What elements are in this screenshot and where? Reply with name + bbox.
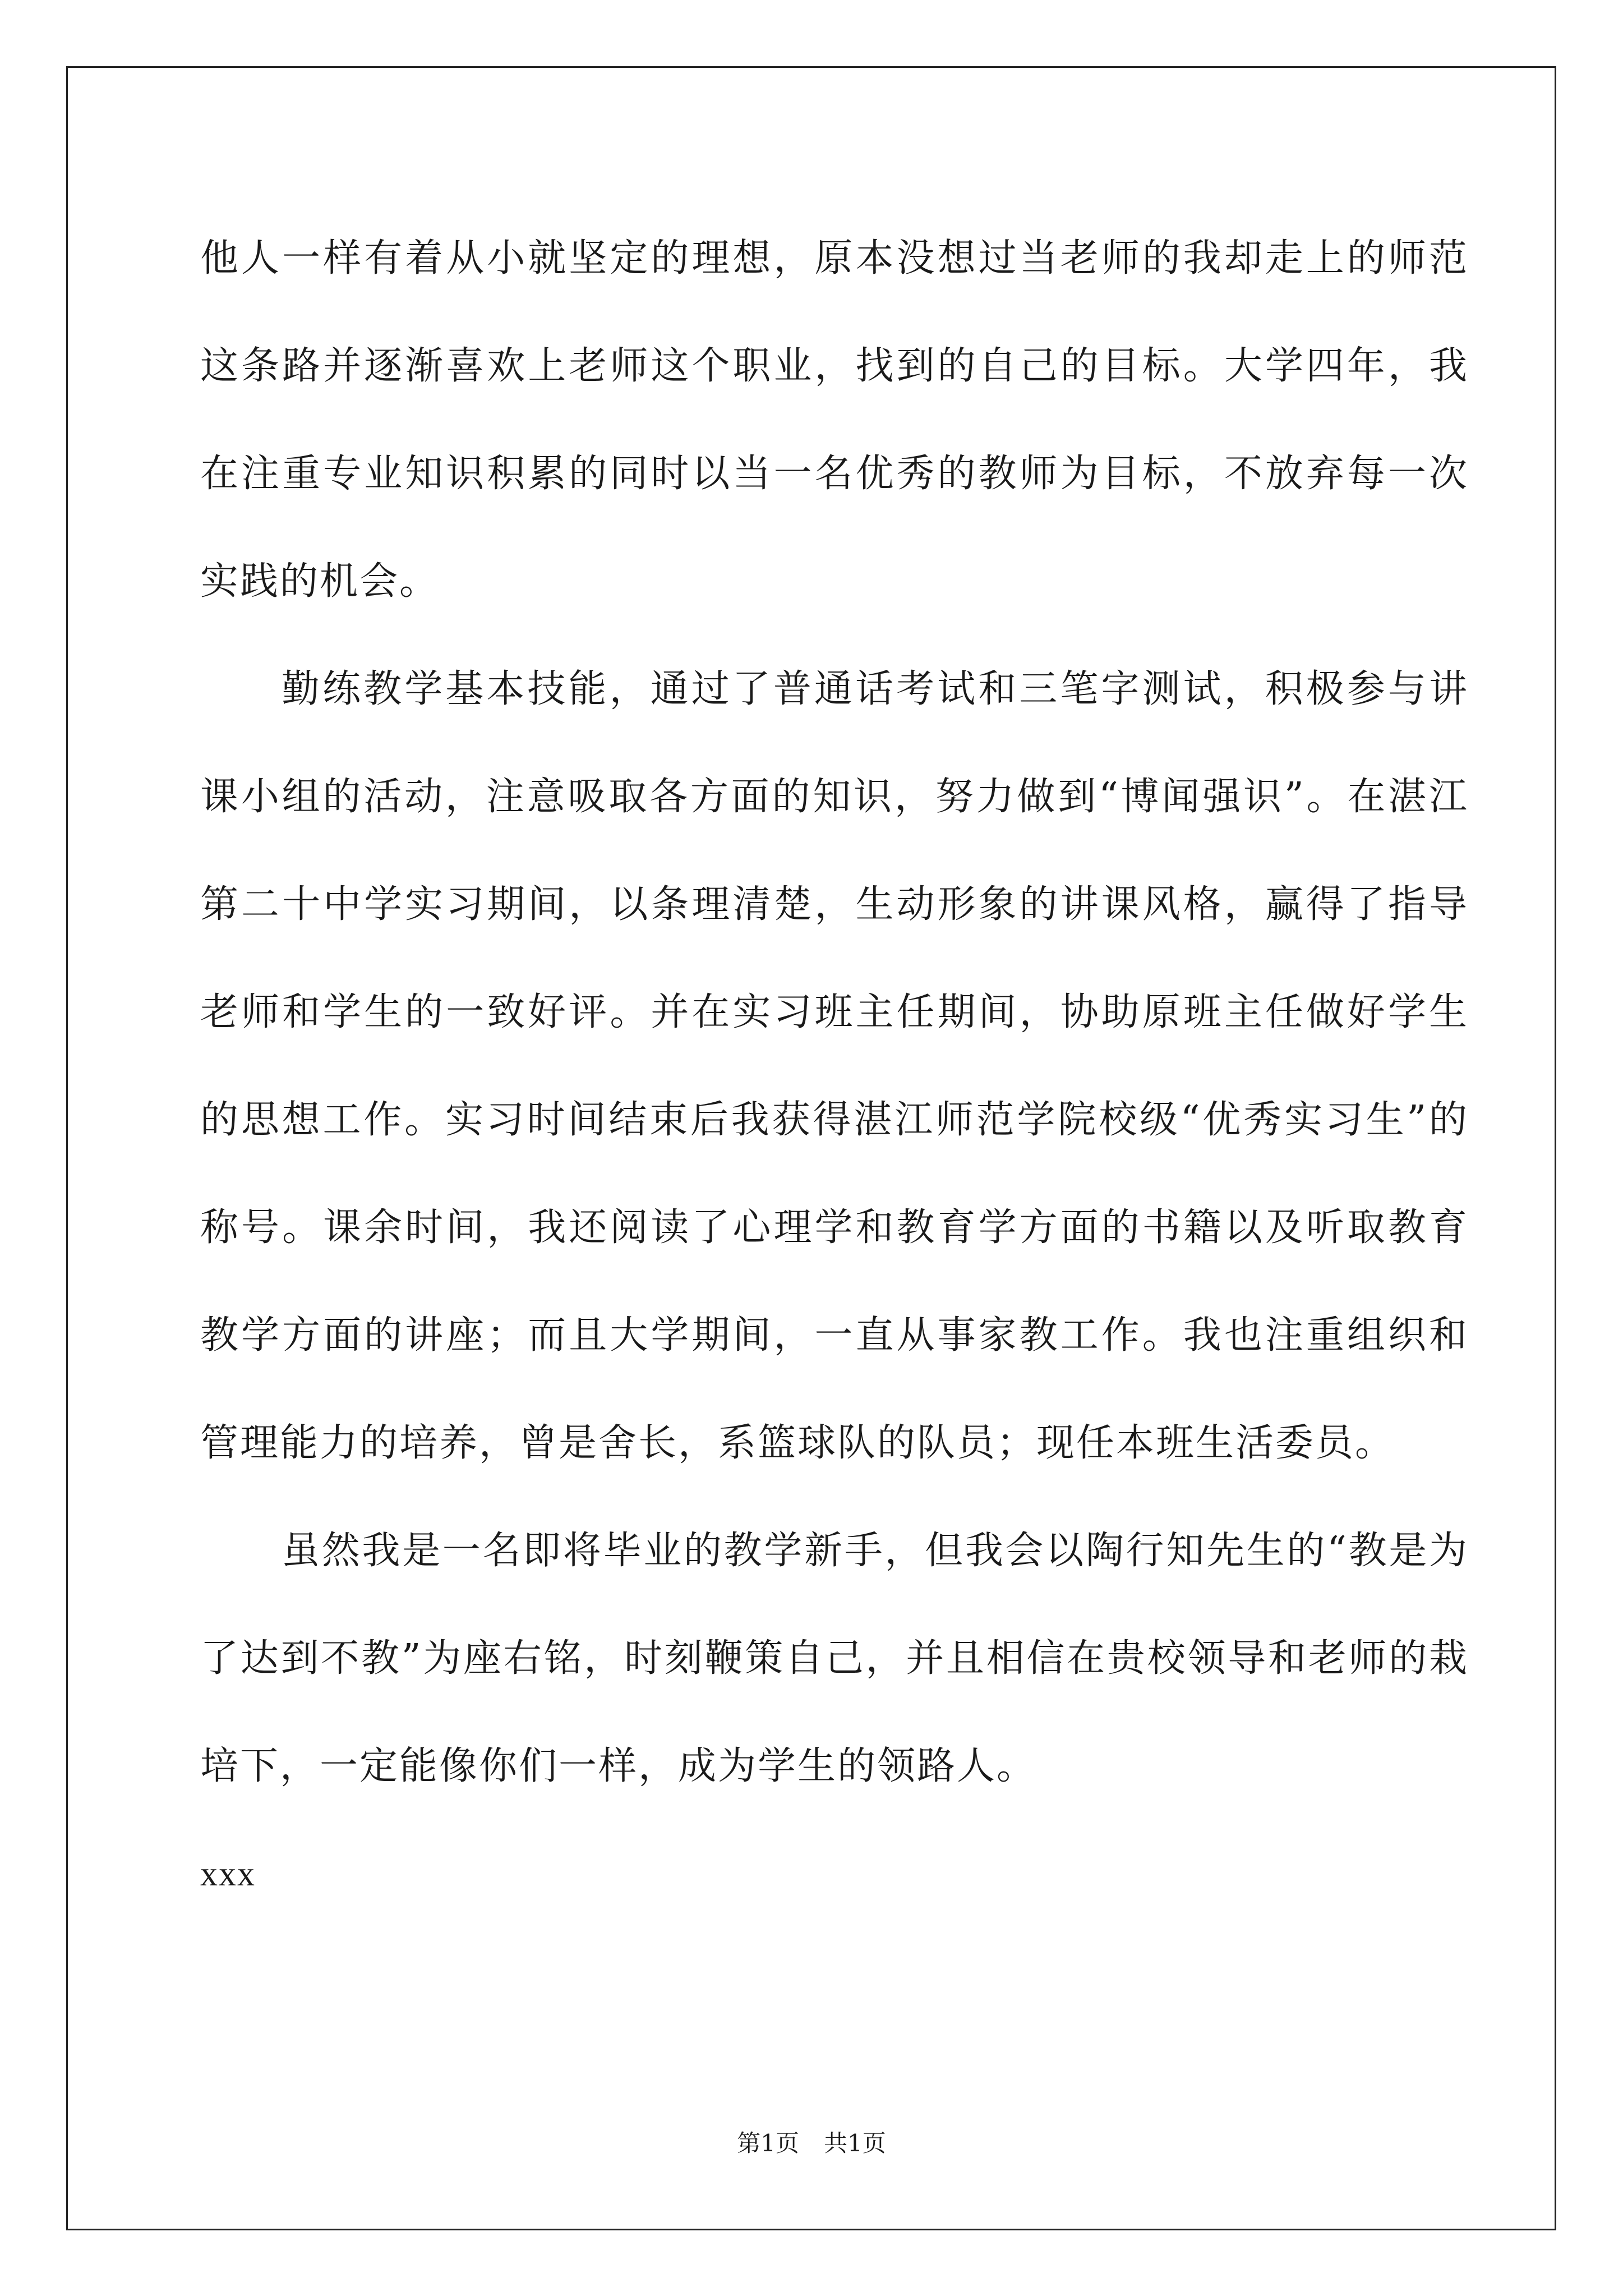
- total-pages: 共1页: [824, 2129, 886, 2157]
- signature: xxx: [200, 1855, 256, 1893]
- page-number: 第1页: [737, 2129, 799, 2157]
- paragraph-2: 勤练教学基本技能，通过了普通话考试和三笔字测试，积极参与讲课小组的活动，注意吸取各方面的知识，努力做到“博闻强识”。在湛江第二十中学实习期间，以条理清楚，生动形象的讲课风格，赢得了指导老师和学生的一致好评。并在实习班主任期间，协助原班主任做好学生的思想工作。实习时间结束后我获得湛江师范学院校级“优秀实习生”的称号。课余时间，我还阅读了心理学和教育学方面的书籍以及听取教育教学方面的讲座；而且大学期间，一直从事家教工作。我也注重组织和管理能力的培养，曾是舍长，系篮球队的队员；现任本班生活委员。: [200, 667, 1469, 1465]
- paragraph-1: 他人一样有着从小就坚定的理想，原本没想过当老师的我却走上的师范这条路并逐渐喜欢上老师这个职业，找到的自己的目标。大学四年，我在注重专业知识积累的同时以当一名优秀的教师为目标，不放弃每一次实践的机会。: [200, 236, 1469, 604]
- page-footer: [0, 2125, 1623, 2159]
- paragraph-3: 虽然我是一名即将毕业的教学新手，但我会以陶行知先生的“教是为了达到不教”为座右铭，时刻鞭策自己，并且相信在贵校领导和老师的栽培下，一定能像你们一样，成为学生的领路人。: [200, 1529, 1469, 1788]
- document-body: [200, 205, 1469, 1928]
